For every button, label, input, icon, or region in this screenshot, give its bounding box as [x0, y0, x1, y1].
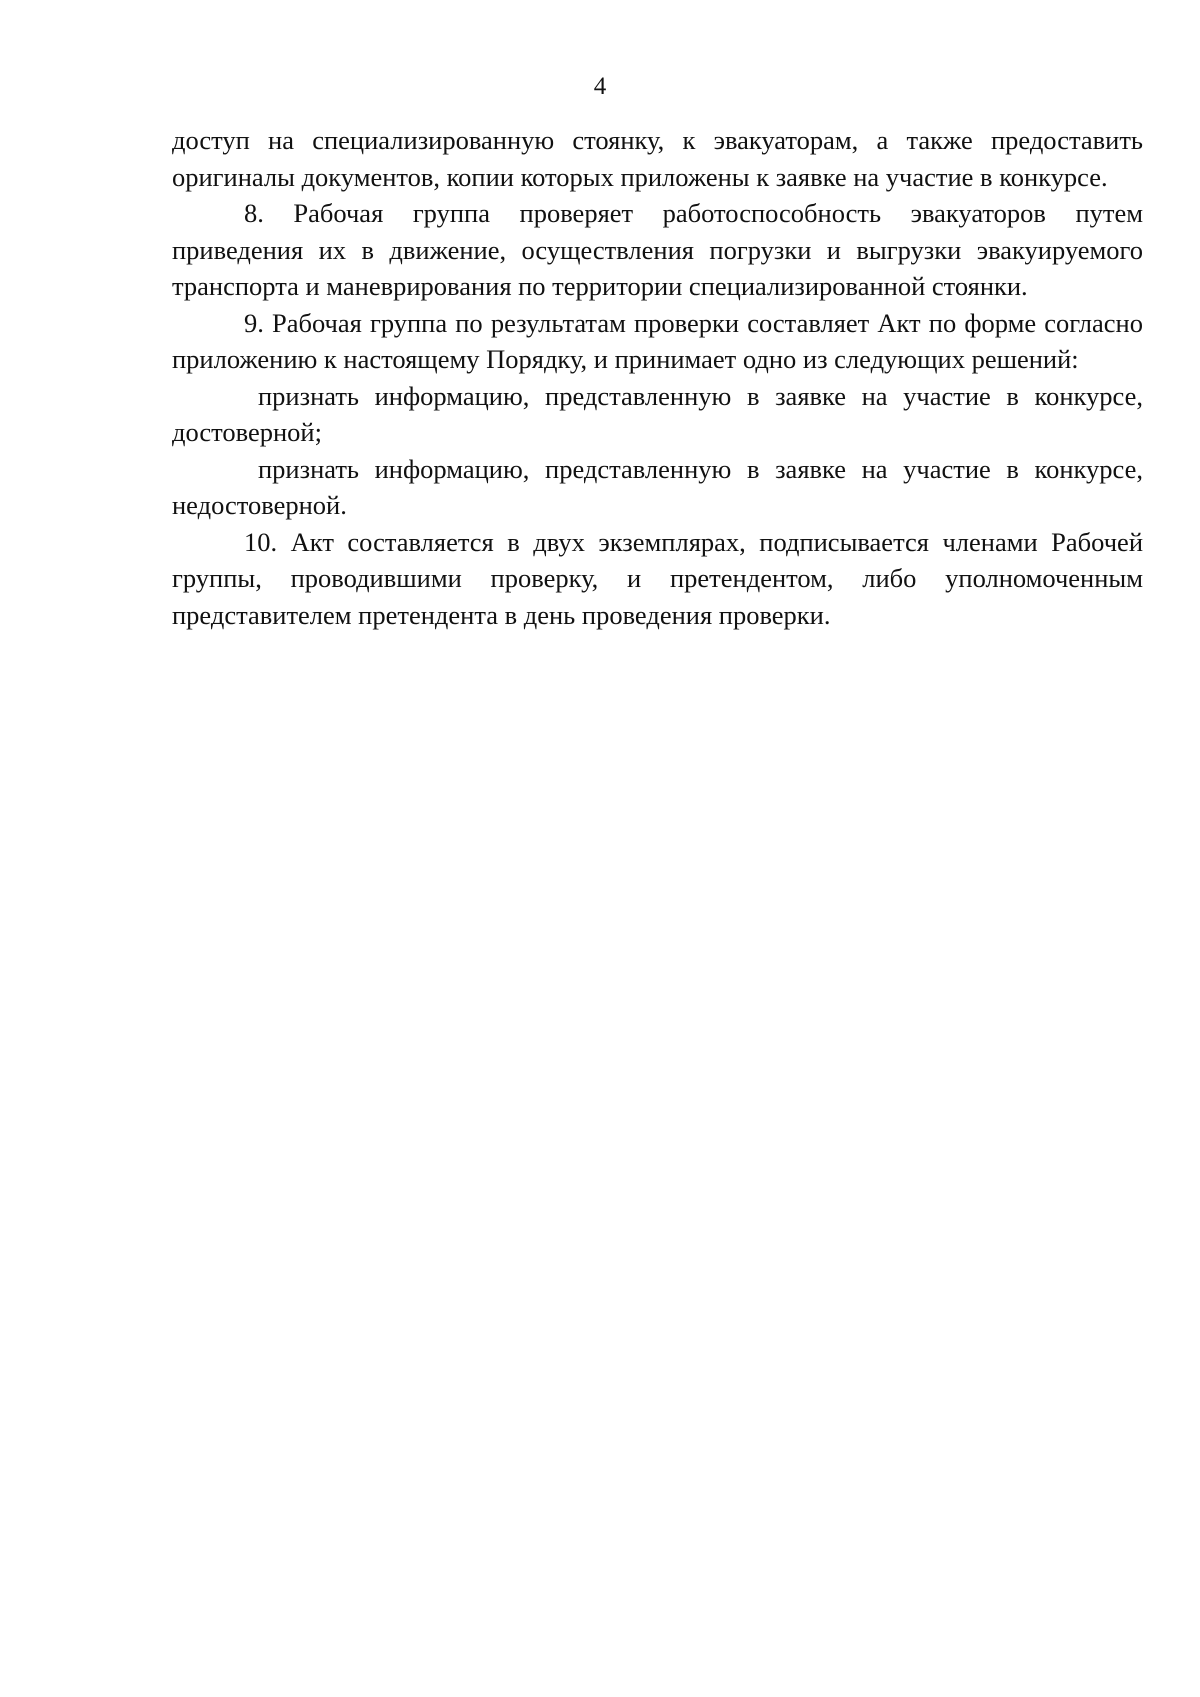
document-body — [172, 122, 1143, 633]
paragraph-decision-unreliable: признать информацию, представленную в заявке на участие в конкурсе, недостоверной. — [172, 453, 1143, 520]
paragraph-item-10: 10. Акт составляется в двух экземплярах, подписывается членами Рабочей группы, проводившими проверку, и претендентом, либо уполномоченным представителем претендента в день проведения проверки. — [172, 526, 1143, 630]
paragraph-continuation: доступ на специализированную стоянку, к эвакуаторам, а также предоставить оригиналы документов, копии которых приложены к заявке на участие в конкурсе. — [172, 125, 1143, 192]
page-number: 4 — [593, 73, 607, 100]
paragraph-item-8: 8. Рабочая группа проверяет работоспособность эвакуаторов путем приведения их в движение, осуществления погрузки и выгрузки эвакуируемого транспорта и маневрирования по территории специализированной стоянки. — [172, 198, 1143, 301]
paragraph-item-9: 9. Рабочая группа по результатам проверки составляет Акт по форме согласно приложению к настоящему Порядку, и принимает одно из следующих решений: — [172, 307, 1143, 374]
paragraph-decision-reliable: признать информацию, представленную в заявке на участие в конкурсе, достоверной; — [172, 380, 1143, 447]
